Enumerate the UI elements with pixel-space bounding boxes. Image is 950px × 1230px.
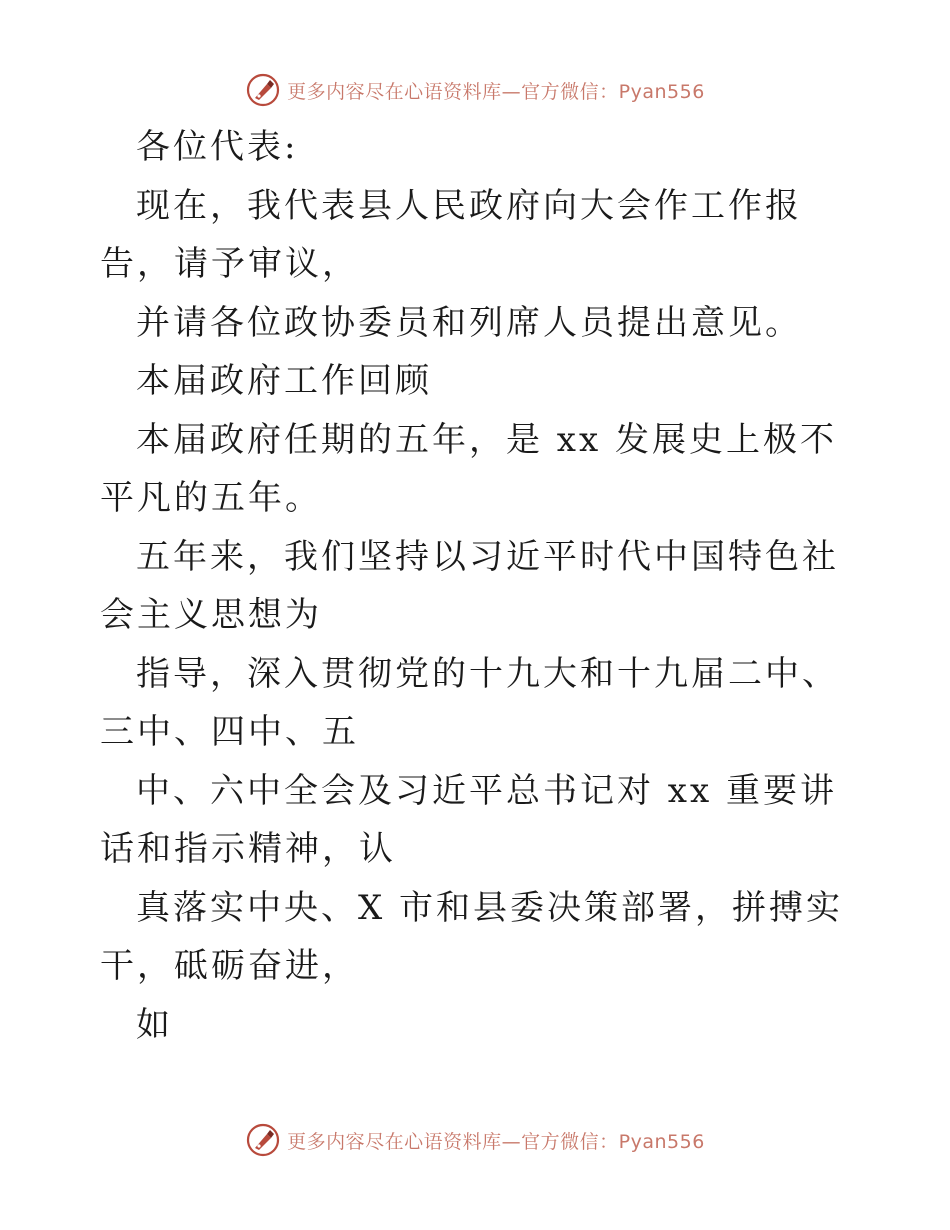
header-banner xyxy=(0,70,950,110)
paragraph: 五年来，我们坚持以习近平时代中国特色社会主义思想为 xyxy=(100,536,839,635)
paragraph: 本届政府任期的五年，是 xx 发展史上极不平凡的五年。 xyxy=(100,419,837,518)
paragraph: 并请各位政协委员和列席人员提出意见。 xyxy=(136,302,802,343)
pen-nib-logo-icon xyxy=(245,72,281,108)
paragraph: 如 xyxy=(136,1004,173,1045)
footer-banner-text: 更多内容尽在心语资料库—官方微信：Pyan556 xyxy=(287,1130,705,1153)
paragraph: 中、六中全会及习近平总书记对 xx 重要讲话和指示精神，认 xyxy=(100,770,837,869)
paragraph: 真落实中央、X 市和县委决策部署，拼搏实干，砥砺奋进， xyxy=(100,887,844,986)
paragraph: 指导，深入贯彻党的十九大和十九届二中、三中、四中、五 xyxy=(100,653,839,752)
section-heading: 本届政府工作回顾 xyxy=(136,361,432,401)
document-body xyxy=(100,118,860,1054)
paragraph: 现在，我代表县人民政府向大会作工作报告，请予审议， xyxy=(100,185,802,284)
header-banner-text: 更多内容尽在心语资料库—官方微信：Pyan556 xyxy=(287,80,705,103)
paragraph: 各位代表: xyxy=(136,127,299,167)
pen-nib-logo-icon xyxy=(245,1122,281,1158)
footer-banner xyxy=(0,1120,950,1160)
